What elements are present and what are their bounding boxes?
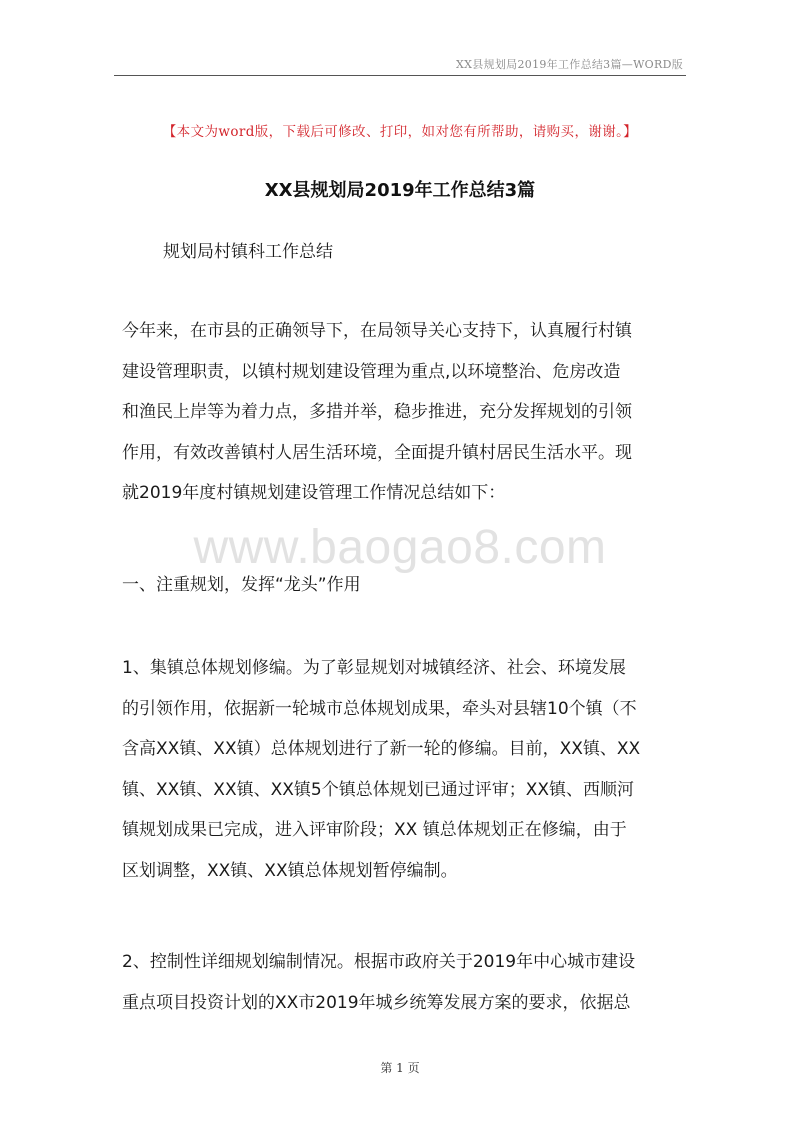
paragraph-line: 建设管理职责，以镇村规划建设管理为重点,以环境整治、危房改造 — [122, 361, 621, 382]
purchase-notice: 【本文为word版，下载后可修改、打印，如对您有所帮助，请购买，谢谢。】 — [162, 124, 638, 140]
paragraph-line: 2、控制性详细规划编制情况。根据市政府关于2019年中心城市建设 — [122, 952, 636, 972]
paragraph-line: 镇、XX镇、XX镇、XX镇5个镇总体规划已通过评审；XX镇、西顺河 — [122, 779, 634, 800]
header-divider — [114, 75, 686, 76]
paragraph-line: 的引领作用，依据新一轮城市总体规划成果，牵头对县辖10个镇（不 — [122, 698, 637, 719]
document-title: XX县规划局2019年工作总结3篇 — [264, 180, 536, 201]
paragraph-line: 含高XX镇、XX镇）总体规划进行了新一轮的修编。目前，XX镇、XX — [122, 739, 641, 760]
paragraph-line: 今年来，在市县的正确领导下，在局领导关心支持下，认真履行村镇 — [122, 321, 632, 341]
page-number: 第 1 页 — [380, 1061, 420, 1075]
site-watermark: www.baogao8.com — [193, 521, 607, 574]
paragraph-line: 和渔民上岸等为着力点，多措并举，稳步推进，充分发挥规划的引领 — [122, 402, 632, 423]
paragraph-line: 作用，有效改善镇村人居生活环境，全面提升镇村居民生活水平。现 — [122, 442, 632, 463]
paragraph-2 — [122, 942, 688, 1023]
paragraph-line: 1、集镇总体规划修编。为了彰显规划对城镇经济、社会、环境发展 — [122, 658, 626, 678]
paragraph-line: 镇规划成果已完成，进入评审阶段；XX 镇总体规划正在修编，由于 — [122, 820, 627, 841]
section-heading — [122, 565, 688, 606]
running-header: XX县规划局2019年工作总结3篇—WORD版 — [456, 58, 683, 71]
paragraph-line: 重点项目投资计划的XX市2019年城乡统筹发展方案的要求，依据总 — [122, 992, 631, 1013]
paragraph-line: 区划调整，XX镇、XX镇总体规划暂停编制。 — [122, 860, 458, 881]
intro-paragraph — [122, 311, 688, 514]
paragraph-1 — [122, 648, 688, 892]
section-heading-text: 一、注重规划，发挥“龙头”作用 — [122, 575, 361, 595]
document-subtitle: 规划局村镇科工作总结 — [163, 242, 333, 262]
paragraph-line: 就2019年度村镇规划建设管理工作情况总结如下： — [122, 483, 506, 504]
